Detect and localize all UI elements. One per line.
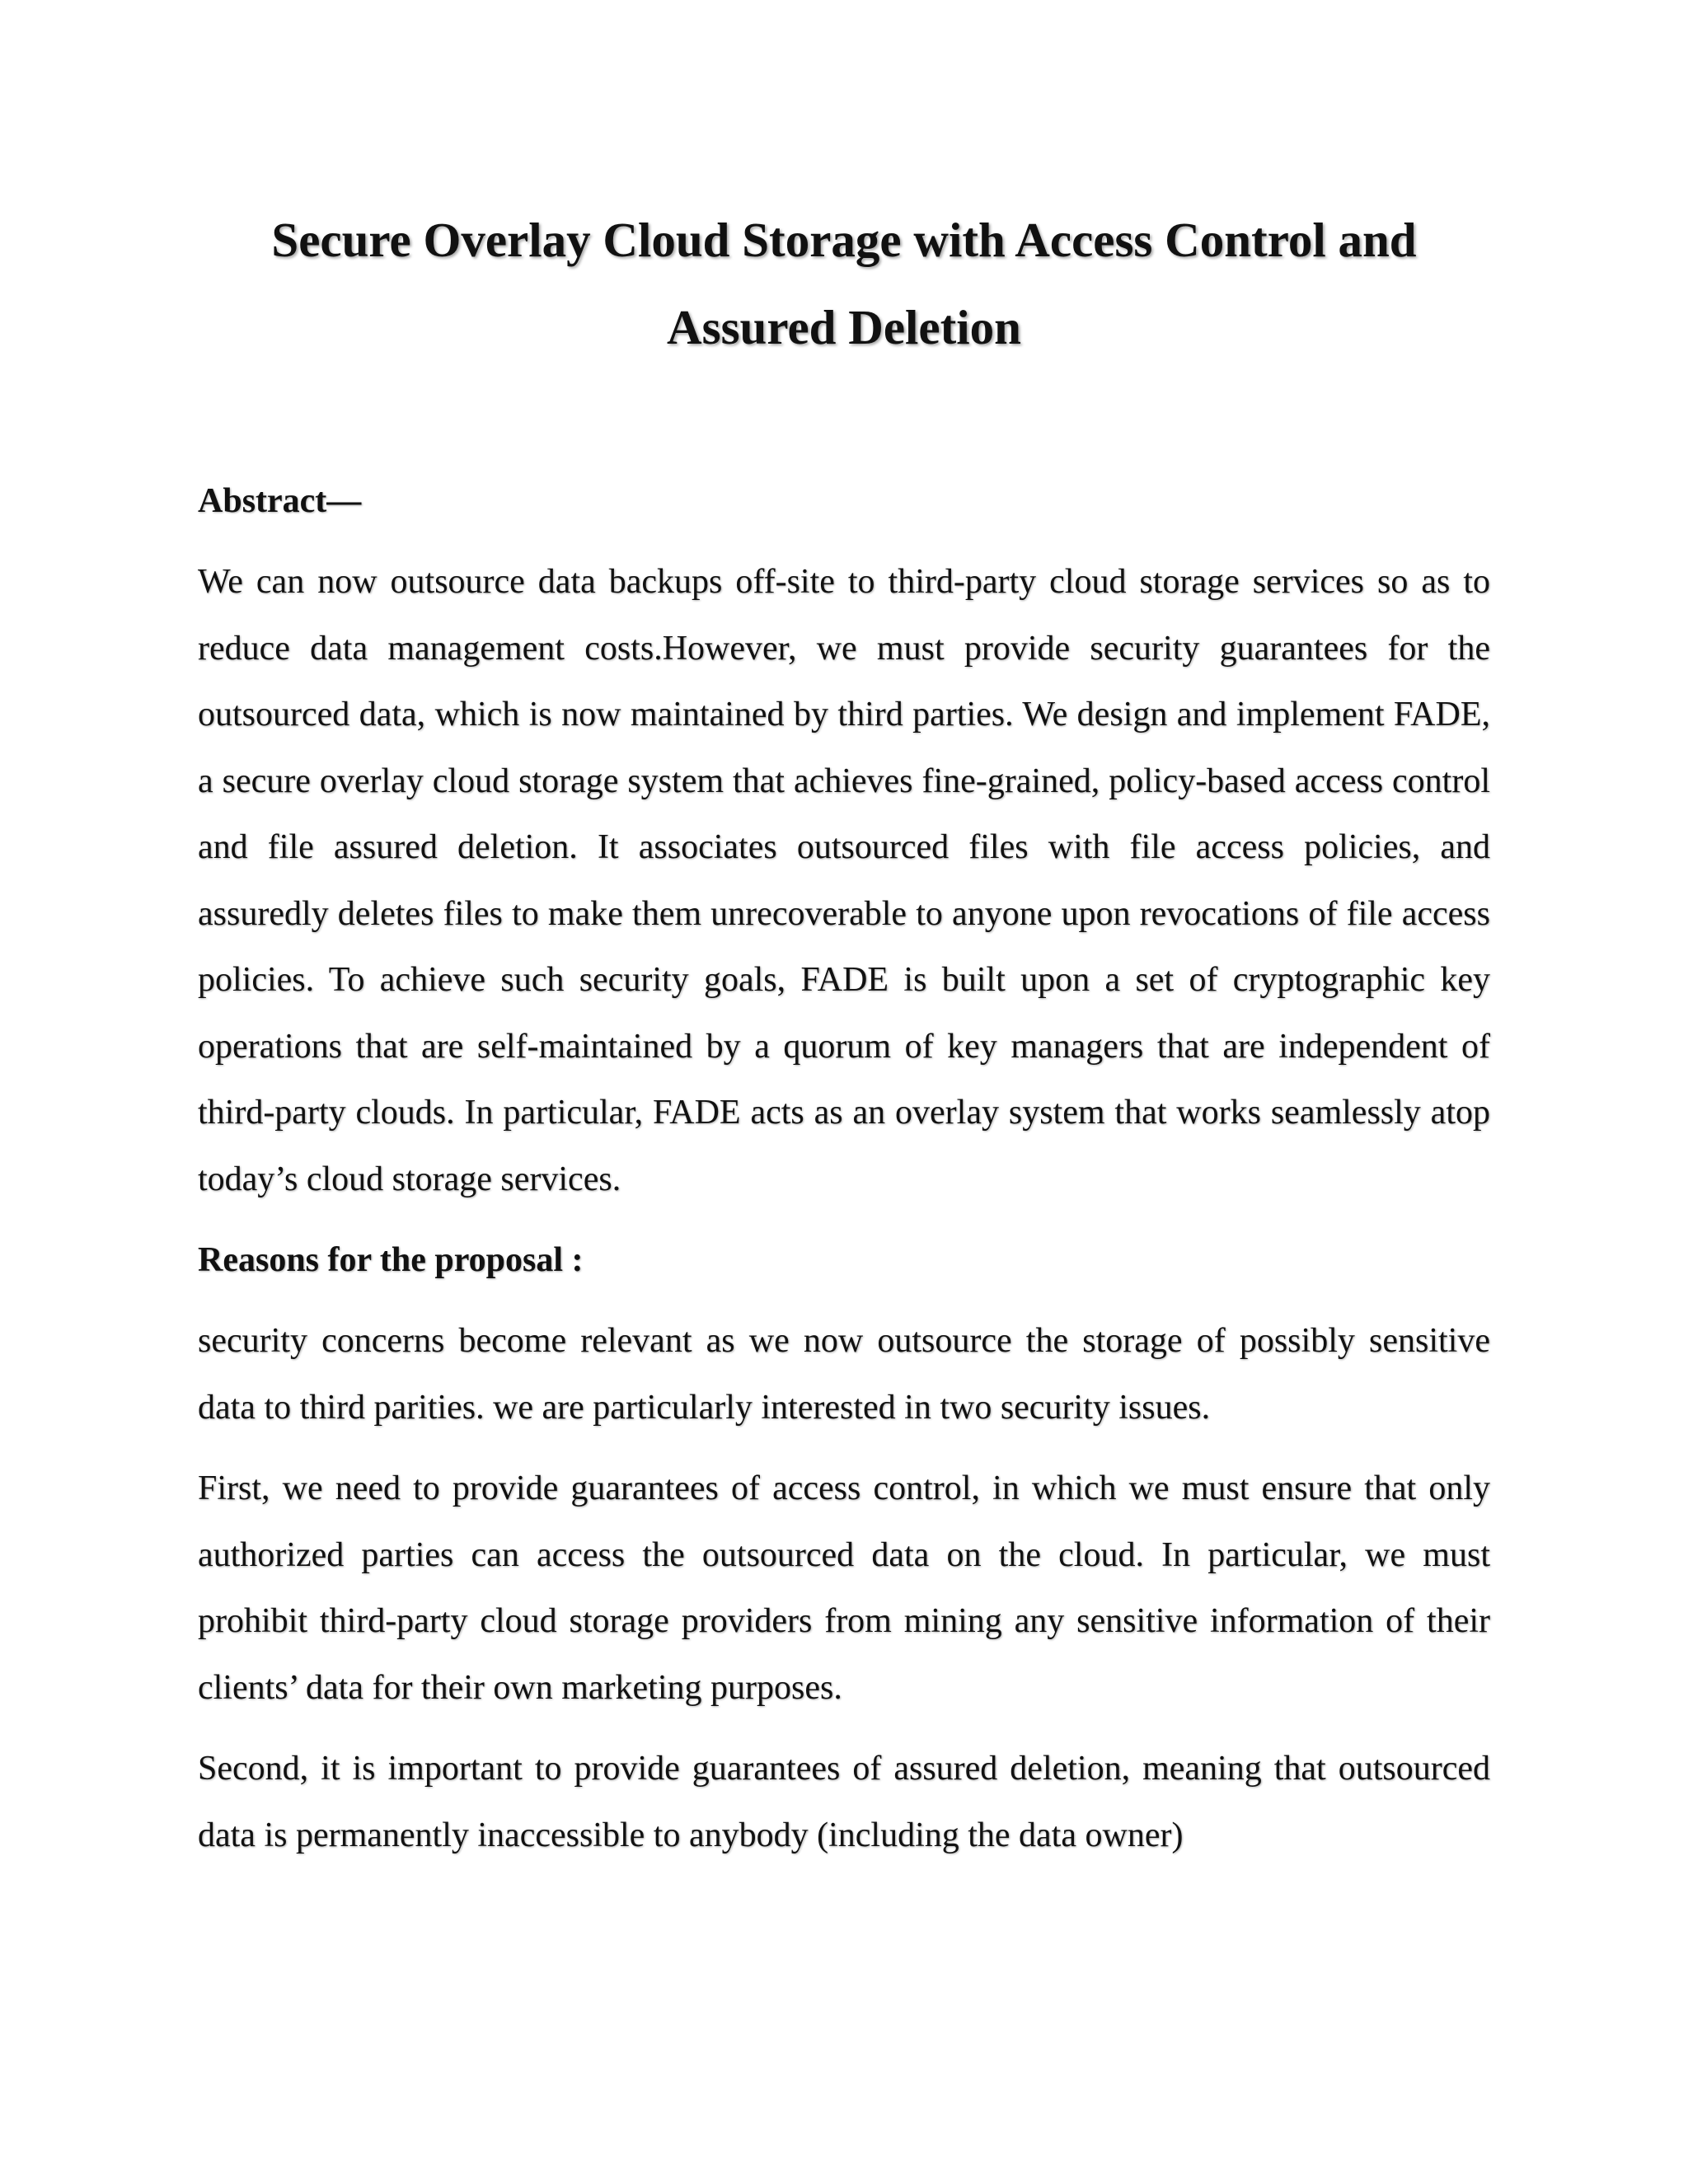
reasons-paragraph-2: First, we need to provide guarantees of access control, in which we must ensure that only authorized parties can access the outsourced data on the cloud. In particular, we must prohibit third-party cloud storage providers from mining any sensitive information of their clients’ data for their own marketing purposes. [198, 1469, 1490, 1707]
reasons-heading: Reasons for the proposal : [198, 1241, 584, 1279]
document-body [198, 468, 1490, 1868]
abstract-paragraph: We can now outsource data backups off-site to third-party cloud storage services so as to reduce data management costs.However, we must provide security guarantees for the outsourced data, which is now maintained by third parties. We design and implement FADE, a secure overlay cloud storage system that achieves fine-grained, policy-based access control and file assured deletion. It associates outsourced files with file access policies, and assuredly deletes files to make them unrecoverable to anyone upon revocations of file access policies. To achieve such security goals, FADE is built upon a set of cryptographic key operations that are self-maintained by a quorum of key managers that are independent of third-party clouds. In particular, FADE acts as an overlay system that works seamlessly atop today’s cloud storage services. [198, 563, 1490, 1198]
reasons-paragraph-1: security concerns become relevant as we now outsource the storage of possibly sensitive data to third parities. we are particularly interested in two security issues. [198, 1322, 1490, 1427]
document-title: Secure Overlay Cloud Storage with Access Control and Assured Deletion [271, 213, 1417, 354]
reasons-paragraph-3: Second, it is important to provide guarantees of assured deletion, meaning that outsourced data is permanently inaccessible to anybody (including the data owner) [198, 1750, 1490, 1854]
abstract-heading: Abstract— [198, 482, 362, 520]
